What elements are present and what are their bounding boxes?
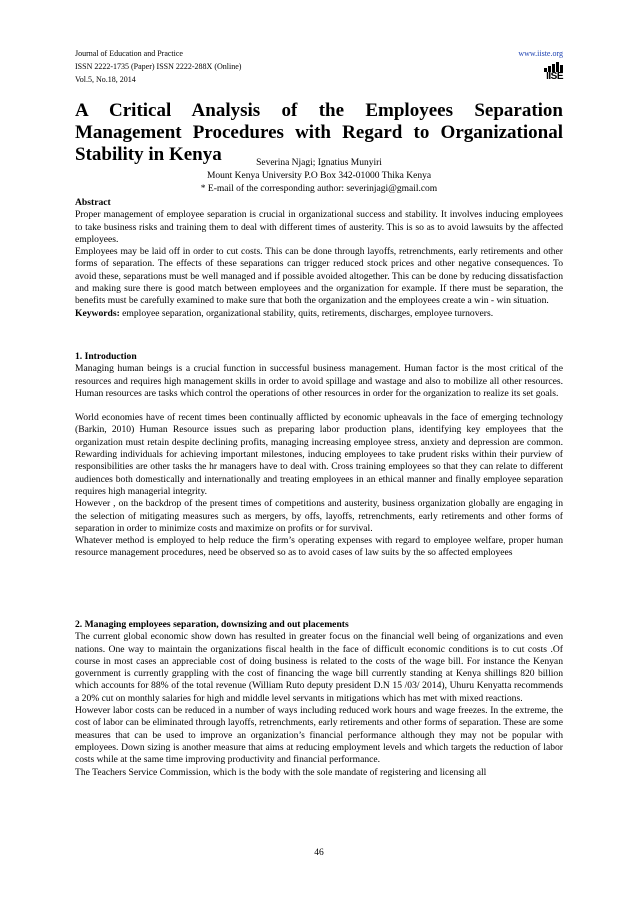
section-2-paragraph-1: The current global economic show down has resulted in greater focus on the financial well being of organizations and even nations. One way to maintain the organizations fiscal health in the face of difficult economic conditions is to cut costs .Of course in most cases an appreciable cost of doing business is related to the costs of the wage bill. For instance the Kenyan government is currently grappling with the cost of financing the wage bill currently standing at Kenya shillings 820 billion which accounts for 88% of the total revenue (William Ruto deputy president D.N 15 /03/ 2014), Uhuru Kenyatta recommends a 20% cut on monthly salaries for high and middle level servants in mitigations which has met with mixed reactions. <box>75 631 563 704</box>
intro-paragraph-2: World economies have of recent times been continually afflicted by economic upheavals in the face of emerging technology (Barkin, 2010) Human Resource issues such as preparing labor production plans, identifying key employees that the organization must retain despite declining profits, managing increasing employee stress, anxiety and depression are common. Rewarding individuals for achieving important milestones, inducing employees to take prudent risks within their purview of responsibilities are other tasks the hr managers have to deal with. Cross training employees so that they can relate to different audiences both domestically and internationally and treating employees in an ethical manner and finally employee separation requires high managerial integrity. <box>75 412 563 497</box>
authors: Severina Njagi; Ignatius Munyiri <box>256 158 382 168</box>
intro-paragraph-4: Whatever method is employed to help reduce the firm’s operating expenses with regard to employee welfare, proper human resource management procedures, need be observed so as to avoid cases of law suits by the so affected employees <box>75 535 563 559</box>
keywords-label: Keywords: <box>75 307 120 319</box>
section-2-paragraph-3: The Teachers Service Commission, which is the body with the sole mandate of registering and licensing all <box>75 766 487 778</box>
abstract-heading: Abstract <box>75 197 111 208</box>
section-1-heading: 1. Introduction <box>75 351 137 362</box>
iiste-logo <box>535 62 563 84</box>
abstract <box>75 197 563 320</box>
intro-paragraph-3: However , on the backdrop of the present times of competitions and austerity, business organization globally are engaging in the selection of mitigating measures such as mergers, by offs, layoffs, retrenchments, early retirements and other forms of separation in order to minimize costs and maximize on profits or for survival. <box>75 498 563 534</box>
issn-line: ISSN 2222-1735 (Paper) ISSN 2222-288X (Online) <box>75 62 242 71</box>
section-2-heading: 2. Managing employees separation, downsizing and out placements <box>75 619 349 630</box>
intro-paragraph-1: Managing human beings is a crucial function in successful business management. Human factor is the most critical of the resources and requires high management skills in order to avoid spillage and wastage and also to mobilize all other resources. Human resources are tasks which control the operations of other resources in order for the organization to realize its set goals. <box>75 363 563 399</box>
journal-url-link[interactable]: www.iiste.org <box>518 49 563 58</box>
abstract-paragraph-1: Proper management of employee separation is crucial in organizational success and stability. It involves inducing employees to take business risks and training them to deal with different times of austerity. This is so as to avoid lawsuits by the affected employees. <box>75 209 563 245</box>
abstract-paragraph-2: Employees may be laid off in order to cut costs. This can be done through layoffs, retrenchments, early retirements and other forms of separation. The effects of these separations can trigger reduced stock prices and other negative consequences. To avoid these, separations must be well managed and if possible avoided altogether. This can be done by reducing dissatisfaction and making sure there is good match between employees and the organization for example. If there must be separation, the benefits must be carefully examined to make sure that both the organization and the employees create a win - win situation. <box>75 246 563 307</box>
volume-line: Vol.5, No.18, 2014 <box>75 75 136 84</box>
keywords-list: employee separation, organizational stability, quits, retirements, discharges, employee turnovers. <box>119 307 494 319</box>
paper-title: A Critical Analysis of the Employees Separation Management Procedures with Regard to Organizational Stability in Kenya <box>75 100 563 165</box>
keywords <box>75 308 563 320</box>
page-number: 46 <box>314 848 324 858</box>
affiliation: Mount Kenya University P.O Box 342-01000 Thika Kenya <box>206 171 432 181</box>
journal-name: Journal of Education and Practice <box>75 49 183 58</box>
logo-text: IISE <box>546 71 563 82</box>
section-separation <box>75 619 563 779</box>
corresponding-email: * E-mail of the corresponding author: severinjagi@gmail.com <box>200 184 438 194</box>
section-2-paragraph-2: However labor costs can be reduced in a number of ways including reduced work hours and wage freezes. In the extreme, the cost of labor can be eliminated through layoffs, retrenchments, early retirements and other forms of separation. These are some measures that can be used to improve an organization’s financial performance although they may not be popular with employees. Down sizing is another measure that aims at reducing employment levels and which targets the reduction of labor costs while at the same time improving productivity and financial performance. <box>75 705 563 766</box>
section-introduction <box>75 351 563 560</box>
